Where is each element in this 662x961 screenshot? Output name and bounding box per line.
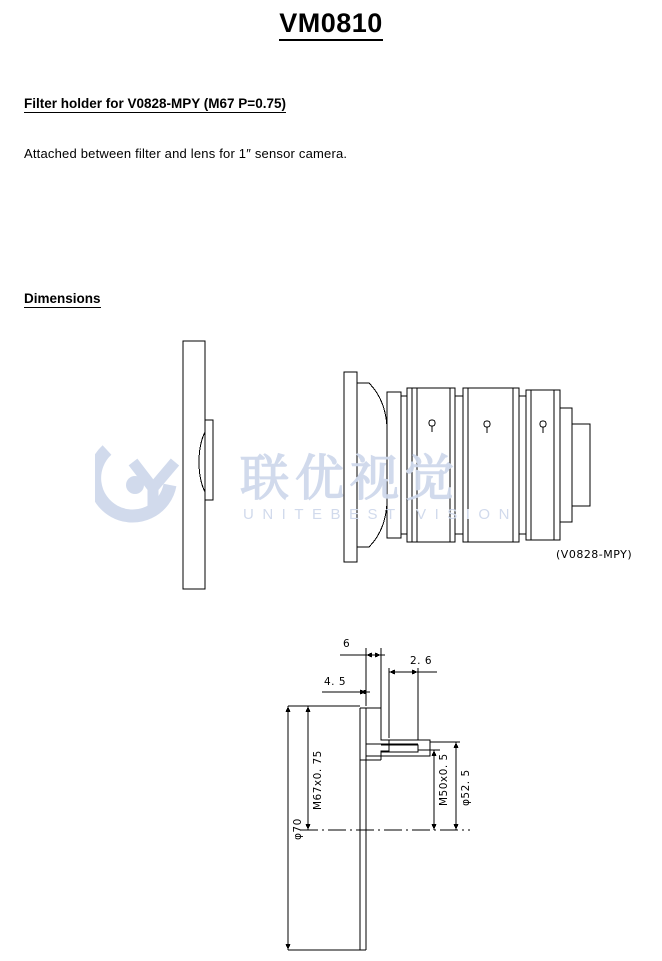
dimension-label-m67: M67x0. 75: [312, 750, 324, 810]
section-heading-filter-holder-text: Filter holder for V0828-MPY (M67 P=0.75): [24, 96, 286, 111]
dimension-label-6: 6: [343, 638, 351, 650]
description-text: Attached between filter and lens for 1″ sensor camera.: [24, 146, 348, 161]
page-title: [0, 8, 662, 39]
dimension-label-dia-70: φ70: [292, 818, 304, 840]
section-heading-dimensions: [24, 291, 101, 306]
watermark-chinese-text: 联优视觉: [240, 450, 461, 507]
section-heading-filter-holder: [24, 96, 286, 111]
dimension-label-4-5: 4. 5: [324, 676, 347, 688]
section-heading-dimensions-text: Dimensions: [24, 291, 101, 306]
watermark: [95, 440, 575, 550]
watermark-english-text: UNITEBEST VISION: [243, 506, 518, 523]
dimension-label-m50: M50x0. 5: [438, 753, 450, 806]
dimension-label-2-6: 2. 6: [410, 655, 433, 667]
page-title-text: VM0810: [279, 8, 383, 41]
assembly-caption: (V0828-MPY): [556, 548, 633, 561]
dimension-label-dia-52-5: φ52. 5: [460, 769, 472, 806]
watermark-logo-icon: [95, 440, 245, 530]
